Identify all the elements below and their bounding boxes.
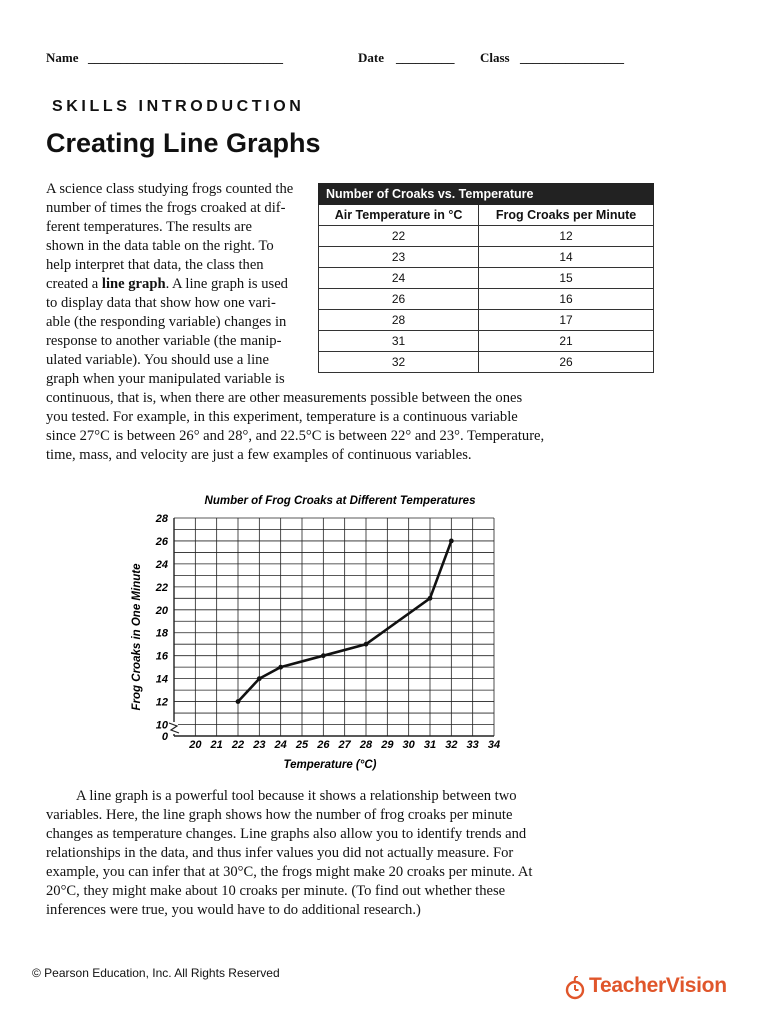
y-tick-label: 26 (155, 535, 168, 548)
table-cell: 23 (319, 247, 479, 268)
body-line: example, you can infer that at 30°C, the frogs might make 20 croaks per minute. At (46, 864, 533, 880)
table-cell: 26 (319, 289, 479, 310)
intro-line: graph when your manipulated variable is (46, 371, 285, 387)
x-tick-label: 21 (210, 739, 223, 751)
body-line: inferences were true, you would have to do additional research.) (46, 902, 421, 918)
y-tick-label-zero: 0 (161, 731, 168, 743)
x-tick-label: 20 (189, 739, 202, 751)
x-tick-label: 32 (445, 739, 458, 751)
intro-paragraph-continued (46, 389, 562, 465)
y-tick-label: 24 (155, 558, 168, 571)
x-tick-label: 31 (423, 739, 437, 751)
intro-line: able (the responding variable) changes in (46, 314, 287, 330)
table-cell: 16 (479, 289, 654, 310)
intro-line: response to another variable (the manip- (46, 333, 282, 349)
y-tick-label: 12 (155, 696, 168, 709)
table-cell: 32 (319, 352, 479, 373)
table-row (319, 268, 654, 289)
table-row (319, 226, 654, 247)
table-cell: 22 (319, 226, 479, 247)
body-line: variables. Here, the line graph shows how the number of frog croaks per minute (46, 807, 513, 823)
data-point (321, 653, 326, 658)
body-line: changes as temperature changes. Line graphs also allow you to identify trends and (46, 826, 527, 842)
y-axis-label: Frog Croaks in One Minute (131, 563, 143, 711)
name-label: Name (46, 50, 79, 65)
y-tick-label: 22 (155, 581, 168, 594)
y-tick-label: 14 (155, 673, 168, 686)
intro-line: shown in the data table on the right. To (46, 238, 274, 254)
intro-line: ulated variable). You should use a line (46, 352, 269, 368)
intro-paragraph (46, 180, 304, 389)
class-label: Class (480, 50, 510, 65)
x-tick-label: 23 (253, 739, 266, 751)
x-tick-label: 22 (231, 739, 245, 751)
body-line: relationships in the data, and thus infer values you did not actually measure. For (46, 845, 514, 861)
y-tick-label: 20 (155, 604, 168, 617)
y-tick-label: 16 (155, 650, 168, 663)
table-header-croaks: Frog Croaks per Minute (479, 205, 654, 226)
table-row (319, 247, 654, 268)
class-blank: ________________ (520, 50, 624, 65)
intro-line: you tested. For example, in this experiment, temperature is a continuous variable (46, 409, 518, 425)
data-point (236, 699, 241, 704)
line-chart-svg (110, 488, 530, 778)
intro-line: continuous, that is, when there are other measurements possible between the ones (46, 390, 523, 406)
table-row (319, 352, 654, 373)
brand-name: TeacherVision (589, 974, 727, 997)
data-point (364, 642, 369, 647)
intro-line: time, mass, and velocity are just a few examples of continuous variables. (46, 447, 472, 463)
table-row (319, 331, 654, 352)
date-label: Date (358, 50, 384, 65)
intro-line: since 27°C is between 26° and 28°, and 22.5°C is between 22° and 23°. Temperature, (46, 428, 545, 444)
apple-clock-icon (565, 976, 585, 1000)
body-line: A line graph is a powerful tool because it shows a relationship between two (76, 788, 517, 804)
intro-line: ferent temperatures. The results are (46, 219, 252, 235)
x-tick-label: 29 (381, 739, 394, 751)
table-row (319, 310, 654, 331)
y-tick-label: 28 (155, 513, 168, 525)
x-tick-label: 26 (317, 739, 330, 751)
intro-line: A science class studying frogs counted the (46, 181, 294, 197)
intro-line: to display data that show how one vari- (46, 295, 276, 311)
y-tick-label: 18 (155, 627, 168, 640)
x-tick-label: 24 (274, 739, 287, 751)
teachervision-logo (565, 974, 730, 1002)
data-table (318, 183, 654, 373)
x-tick-label: 28 (359, 739, 373, 751)
intro-line: help interpret that data, the class then (46, 257, 264, 273)
table-cell: 14 (479, 247, 654, 268)
table-cell: 26 (479, 352, 654, 373)
data-point (428, 596, 433, 601)
chart-title: Number of Frog Croaks at Different Temperatures (204, 495, 476, 507)
section-kicker: SKILLS INTRODUCTION (52, 98, 305, 115)
table-cell: 21 (479, 331, 654, 352)
term-line-graph: line graph (101, 276, 166, 292)
table-cell: 28 (319, 310, 479, 331)
x-axis-label: Temperature (°C) (283, 759, 377, 771)
table-header-temperature: Air Temperature in °C (319, 205, 479, 226)
body-line: 20°C, they might make about 10 croaks per minute. (To find out whether these (46, 883, 506, 899)
x-tick-label: 30 (402, 739, 415, 751)
intro-line: number of times the frogs croaked at dif- (46, 200, 286, 216)
copyright-footer: © Pearson Education, Inc. All Rights Reserved (32, 966, 280, 980)
table-caption: Number of Croaks vs. Temperature (319, 184, 654, 205)
table-cell: 31 (319, 331, 479, 352)
intro-line-with-bold: created a line graph. A line graph is used (46, 276, 288, 292)
body-paragraph (46, 787, 566, 920)
x-tick-label: 25 (295, 739, 309, 751)
table-cell: 15 (479, 268, 654, 289)
table-cell: 12 (479, 226, 654, 247)
y-tick-label: 10 (155, 719, 168, 732)
x-tick-label: 27 (338, 739, 351, 751)
x-tick-label: 34 (487, 739, 501, 751)
name-blank: ______________________________ (88, 50, 283, 65)
data-point (449, 539, 454, 544)
line-chart (110, 488, 530, 778)
table-cell: 17 (479, 310, 654, 331)
date-blank: _________ (396, 50, 455, 65)
data-point (257, 676, 262, 681)
table-row (319, 289, 654, 310)
data-point (278, 665, 283, 670)
x-tick-label: 33 (466, 739, 479, 751)
page-title: Creating Line Graphs (46, 128, 321, 158)
table-cell: 24 (319, 268, 479, 289)
